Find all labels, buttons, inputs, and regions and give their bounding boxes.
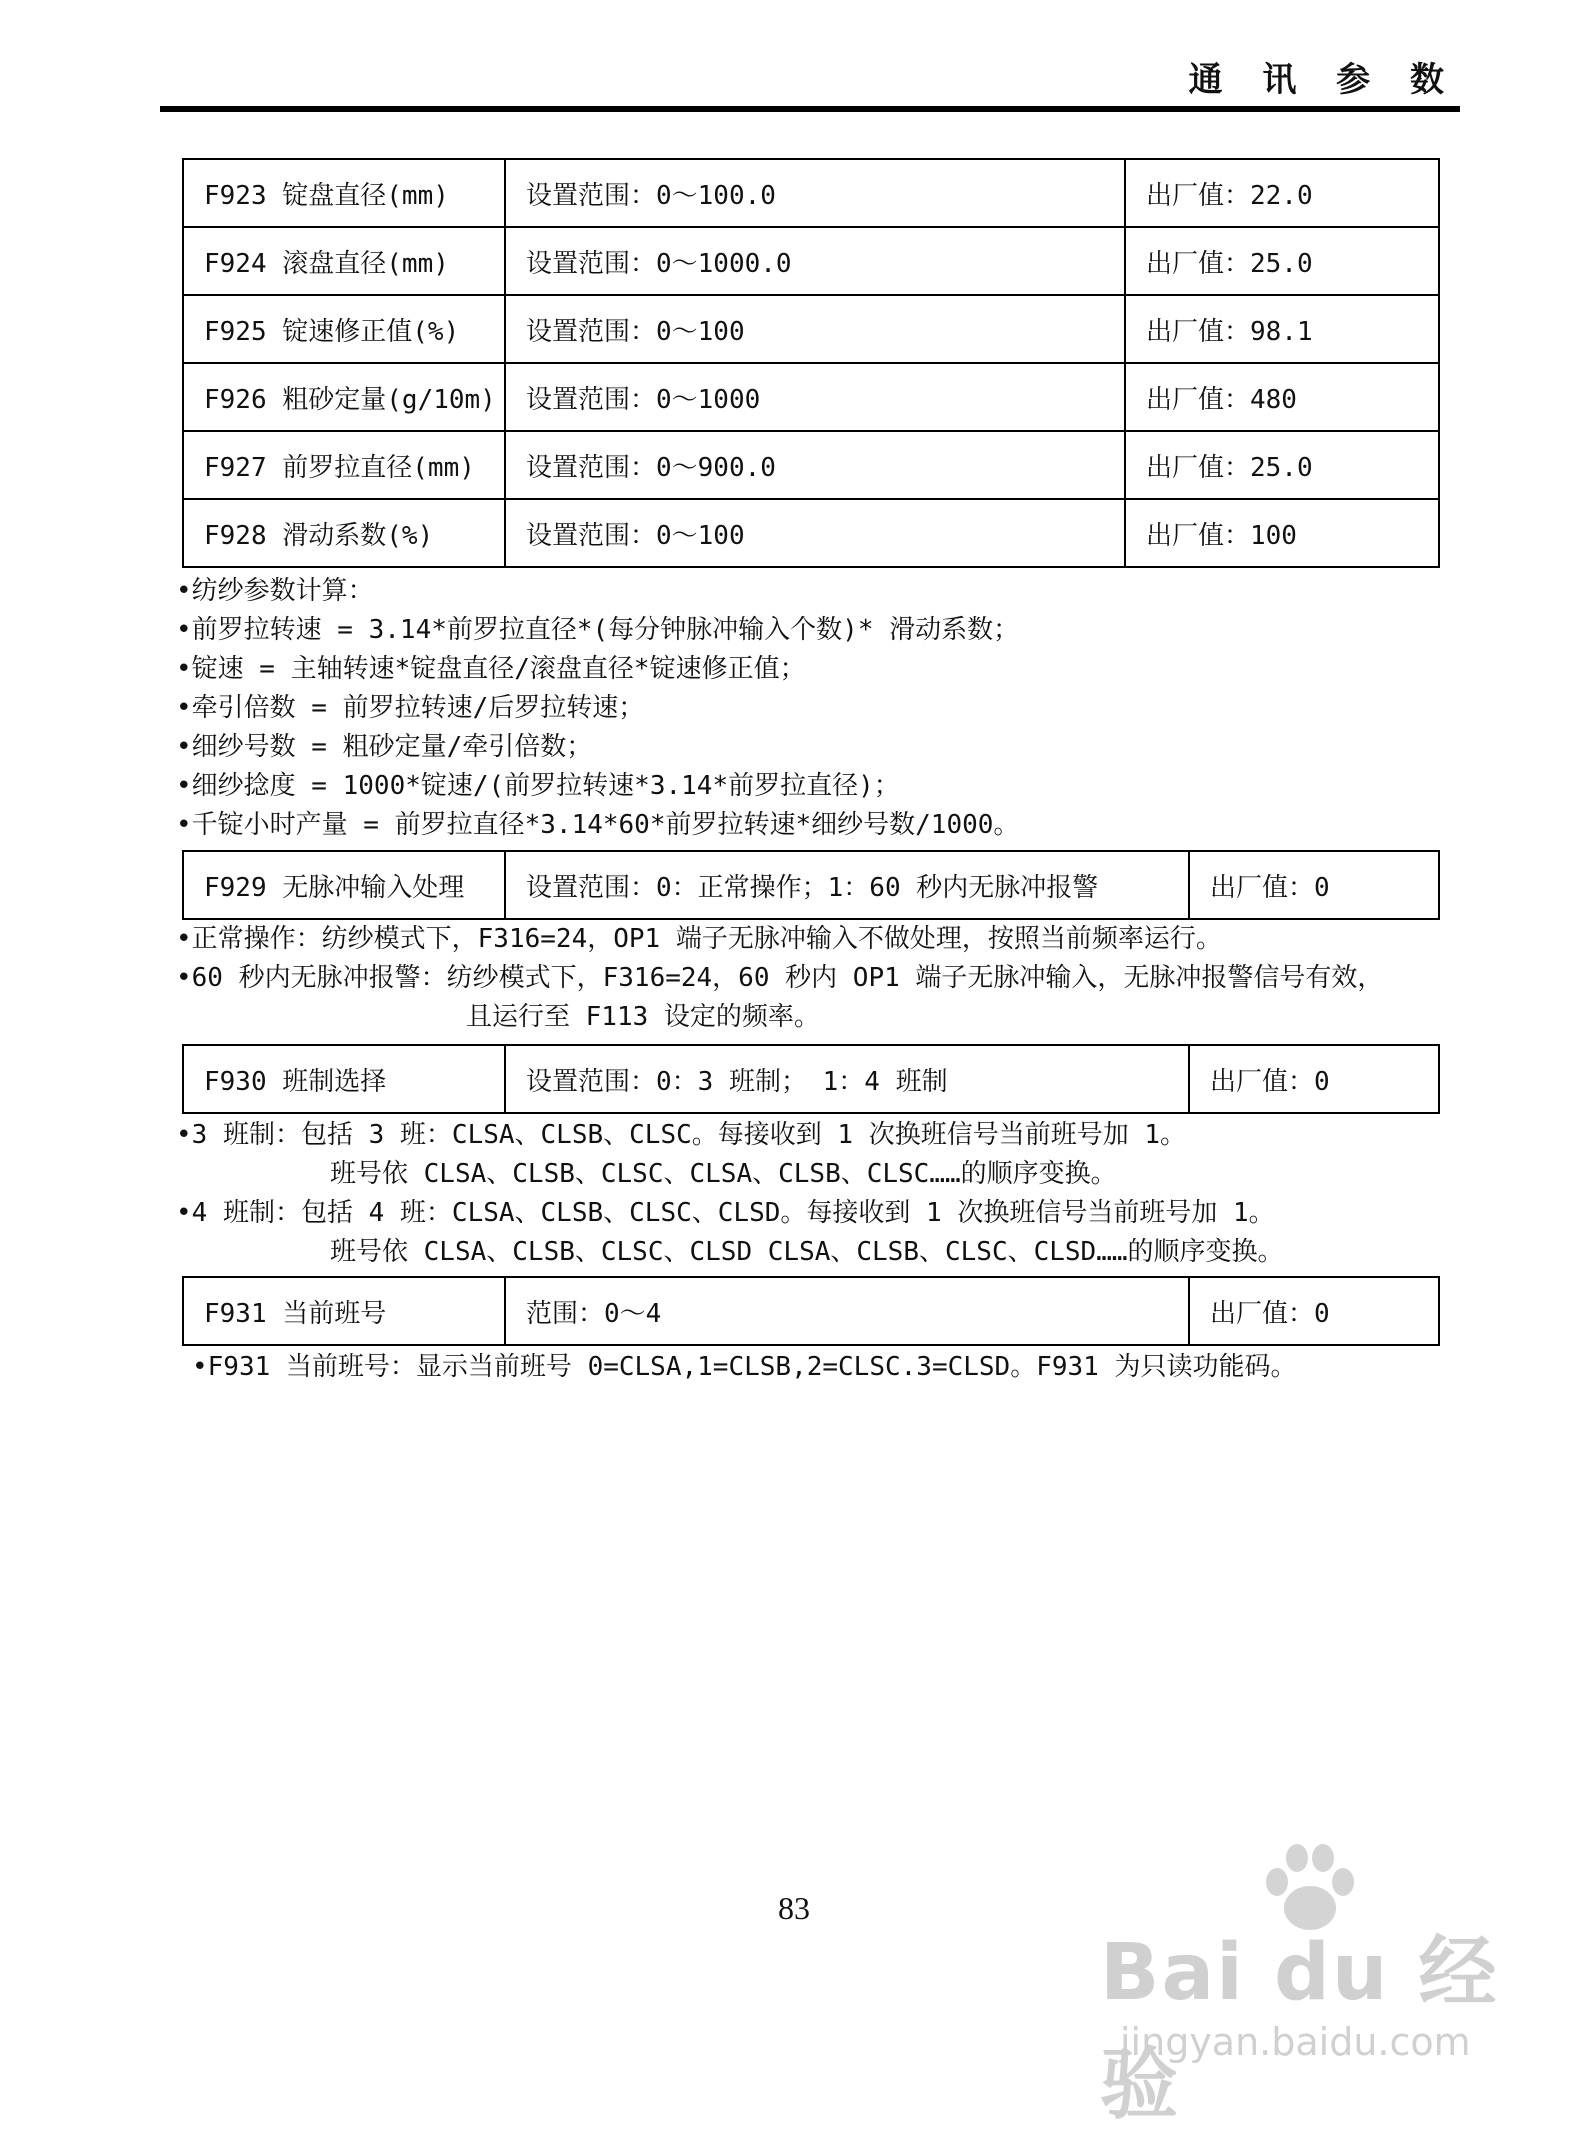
param-default: 出厂值：480	[1125, 363, 1439, 431]
table-row	[183, 851, 1439, 919]
param-range: 设置范围：0：正常操作；1：60 秒内无脉冲报警	[505, 851, 1189, 919]
table-row	[183, 499, 1439, 567]
param-name: F930 班制选择	[183, 1045, 505, 1113]
calc-note-line: •细纱捻度 = 1000*锭速/(前罗拉转速*3.14*前罗拉直径)；	[176, 771, 900, 801]
watermark-brand: Bai du 经验	[1100, 1928, 1499, 2130]
param-default: 出厂值：0	[1189, 1045, 1439, 1113]
note-line: 班号依 CLSA、CLSB、CLSC、CLSD CLSA、CLSB、CLSC、CLSD……的顺序变换。	[330, 1237, 1284, 1267]
param-default: 出厂值：0	[1189, 851, 1439, 919]
param-name: F923 锭盘直径(mm)	[183, 159, 505, 227]
param-name: F925 锭速修正值(%)	[183, 295, 505, 363]
param-range: 设置范围：0～900.0	[505, 431, 1125, 499]
param-name: F927 前罗拉直径(mm)	[183, 431, 505, 499]
calc-note-line: •纺纱参数计算：	[176, 576, 374, 606]
param-default: 出厂值：22.0	[1125, 159, 1439, 227]
param-name: F929 无脉冲输入处理	[183, 851, 505, 919]
param-table-f930	[182, 1044, 1440, 1114]
param-default: 出厂值：0	[1189, 1277, 1439, 1345]
param-default: 出厂值：25.0	[1125, 431, 1439, 499]
calc-note-line: •锭速 = 主轴转速*锭盘直径/滚盘直径*锭速修正值；	[176, 654, 806, 684]
param-name: F928 滑动系数(%)	[183, 499, 505, 567]
table-row	[183, 1045, 1439, 1113]
baidu-watermark	[1100, 1840, 1520, 2130]
param-range: 设置范围：0～1000	[505, 363, 1125, 431]
table-row	[183, 1277, 1439, 1345]
param-table-f931	[182, 1276, 1440, 1346]
param-range: 设置范围：0～100.0	[505, 159, 1125, 227]
param-name: F924 滚盘直径(mm)	[183, 227, 505, 295]
calc-note-line: •前罗拉转速 = 3.14*前罗拉直径*(每分钟脉冲输入个数)* 滑动系数；	[176, 615, 1020, 645]
calc-note-line: •细纱号数 = 粗砂定量/牵引倍数；	[176, 732, 593, 762]
param-default: 出厂值：100	[1125, 499, 1439, 567]
param-table-f929	[182, 850, 1440, 920]
note-line: •60 秒内无脉冲报警：纺纱模式下，F316=24，60 秒内 OP1 端子无脉冲输入，无脉冲报警信号有效，	[176, 963, 1384, 993]
param-range: 设置范围：0～100	[505, 295, 1125, 363]
param-default: 出厂值：98.1	[1125, 295, 1439, 363]
note-line: •正常操作：纺纱模式下，F316=24，OP1 端子无脉冲输入不做处理，按照当前频率运行。	[176, 924, 1222, 954]
param-table-f923-f928	[182, 158, 1440, 568]
calc-note-line: •牵引倍数 = 前罗拉转速/后罗拉转速；	[176, 693, 645, 723]
f930-notes	[176, 1116, 1284, 1272]
header-rule	[160, 106, 1460, 112]
f931-note	[192, 1348, 1296, 1387]
page-header-title: 通 讯 参 数	[1188, 60, 1458, 100]
table-row	[183, 431, 1439, 499]
table-row	[183, 227, 1439, 295]
note-line: •3 班制：包括 3 班：CLSA、CLSB、CLSC。每接收到 1 次换班信号当前班号加 1。	[176, 1120, 1187, 1150]
param-name: F931 当前班号	[183, 1277, 505, 1345]
param-range: 设置范围：0：3 班制； 1：4 班制	[505, 1045, 1189, 1113]
param-range: 范围：0～4	[505, 1277, 1189, 1345]
watermark-url: jingyan.baidu.com	[1120, 2020, 1471, 2064]
param-range: 设置范围：0～100	[505, 499, 1125, 567]
table-row	[183, 363, 1439, 431]
calc-notes	[176, 572, 1019, 845]
note-line: •4 班制：包括 4 班：CLSA、CLSB、CLSC、CLSD。每接收到 1 次换班信号当前班号加 1。	[176, 1198, 1275, 1228]
note-line: 且运行至 F113 设定的频率。	[466, 1002, 820, 1032]
table-row	[183, 159, 1439, 227]
param-range: 设置范围：0～1000.0	[505, 227, 1125, 295]
table-row	[183, 295, 1439, 363]
param-name: F926 粗砂定量(g/10m)	[183, 363, 505, 431]
f929-notes	[176, 920, 1383, 1037]
param-default: 出厂值：25.0	[1125, 227, 1439, 295]
note-line: 班号依 CLSA、CLSB、CLSC、CLSA、CLSB、CLSC……的顺序变换。	[330, 1159, 1117, 1189]
page-number: 83	[778, 1890, 810, 1926]
note-line: •F931 当前班号：显示当前班号 0=CLSA,1=CLSB,2=CLSC.3=CLSD。F931 为只读功能码。	[192, 1352, 1297, 1382]
calc-note-line: •千锭小时产量 = 前罗拉直径*3.14*60*前罗拉转速*细纱号数/1000。	[176, 810, 1020, 840]
